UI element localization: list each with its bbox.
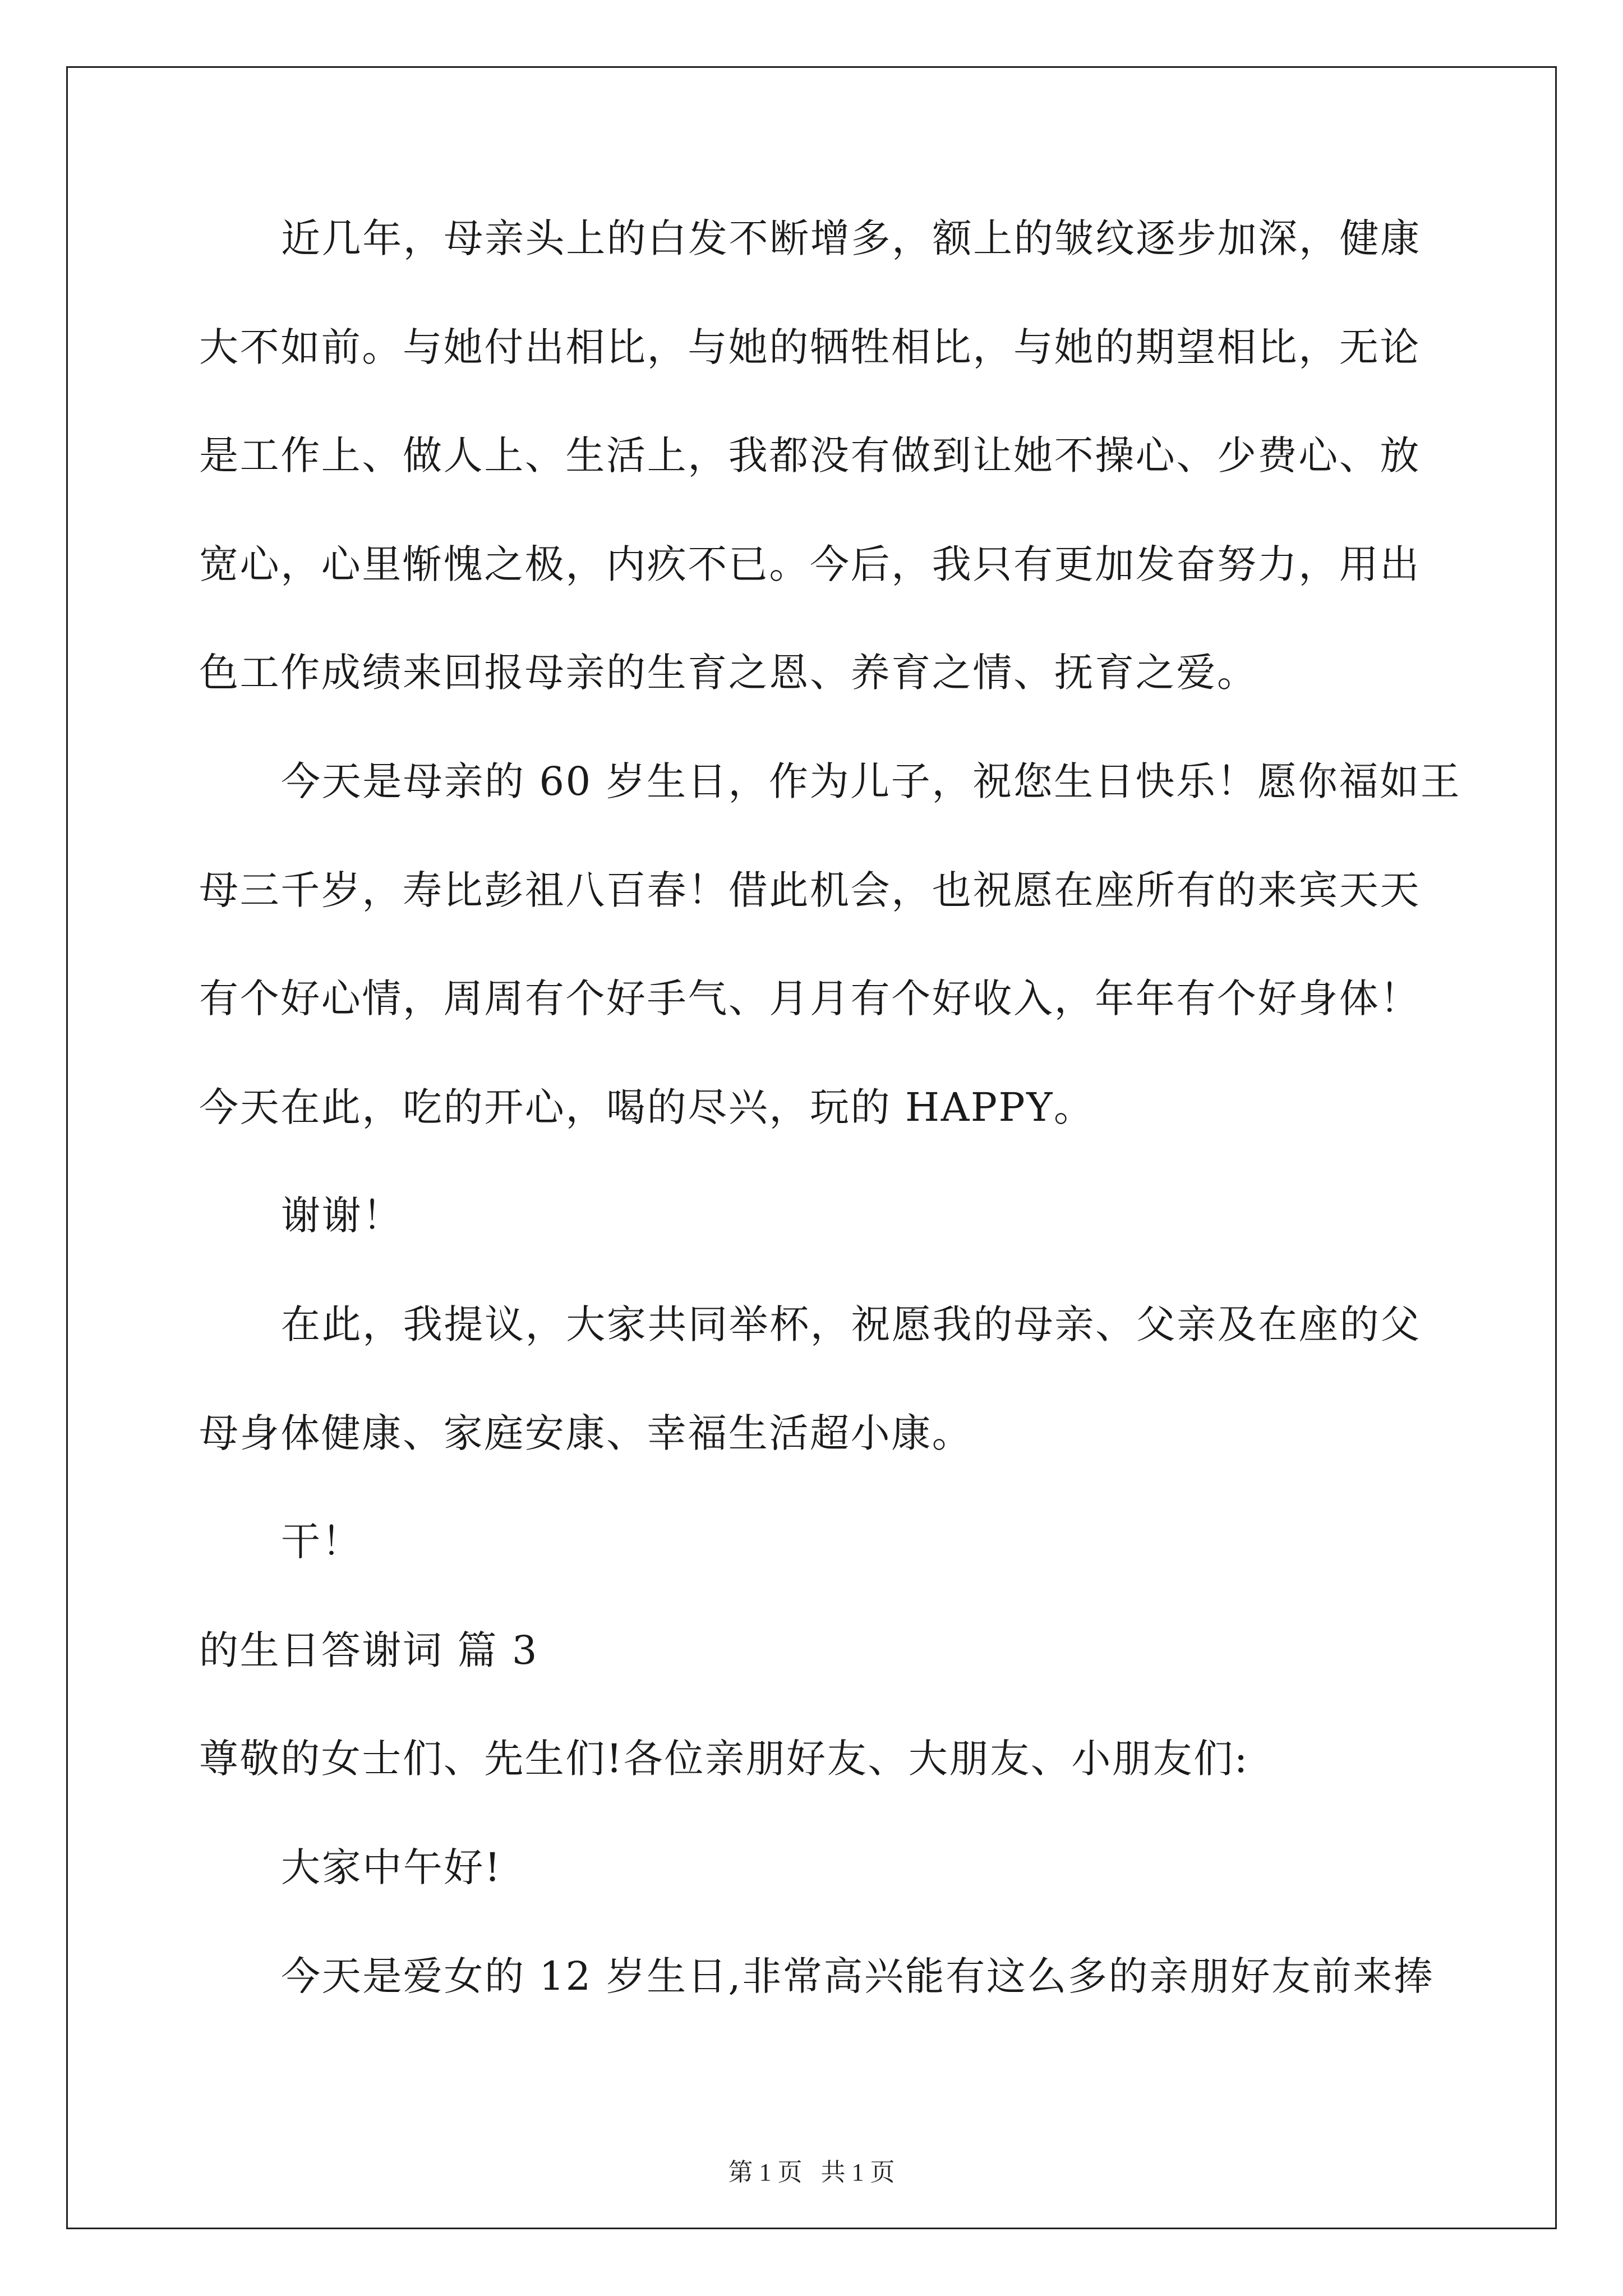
text-line: 干！ xyxy=(281,1519,363,1565)
text-line: 尊敬的女士们、先生们!各位亲朋好友、大朋友、小朋友们: xyxy=(199,1736,1249,1782)
text-line: 母身体健康、家庭安康、幸福生活超小康。 xyxy=(199,1410,973,1456)
document-body xyxy=(199,213,1461,2059)
text-line: 在此，我提议，大家共同举杯，祝愿我的母亲、父亲及在座的父 xyxy=(281,1301,1421,1347)
text-line: 今天在此，吃的开心，喝的尽兴，玩的 HAPPY。 xyxy=(199,1084,1095,1130)
text-line: 母三千岁，寿比彭祖八百春！借此机会，也祝愿在座所有的来宾天天 xyxy=(199,867,1421,913)
text-line: 宽心，心里惭愧之极，内疚不已。今后，我只有更加发奋努力，用出 xyxy=(199,541,1421,587)
text-line: 色工作成绩来回报母亲的生育之恩、养育之情、抚育之爱。 xyxy=(199,650,1258,696)
text-line: 今天是母亲的 60 岁生日，作为儿子，祝您生日快乐！愿你福如王 xyxy=(281,758,1461,804)
section-heading: 的生日答谢词 篇 3 xyxy=(199,1627,539,1673)
text-line: 是工作上、做人上、生活上，我都没有做到让她不操心、少费心、放 xyxy=(199,432,1421,479)
text-line: 大不如前。与她付出相比，与她的牺牲相比，与她的期望相比，无论 xyxy=(199,324,1421,370)
page-footer: 第 1 页 共 1 页 xyxy=(728,2159,895,2186)
text-line: 今天是爱女的 12 岁生日,非常高兴能有这么多的亲朋好友前来捧 xyxy=(281,1953,1435,1999)
text-line: 近几年，母亲头上的白发不断增多，额上的皱纹逐步加深，健康 xyxy=(281,215,1421,261)
text-line: 谢谢！ xyxy=(281,1193,403,1239)
text-line: 有个好心情，周周有个好手气、月月有个好收入，年年有个好身体！ xyxy=(199,976,1421,1022)
text-line: 大家中午好! xyxy=(281,1844,502,1890)
